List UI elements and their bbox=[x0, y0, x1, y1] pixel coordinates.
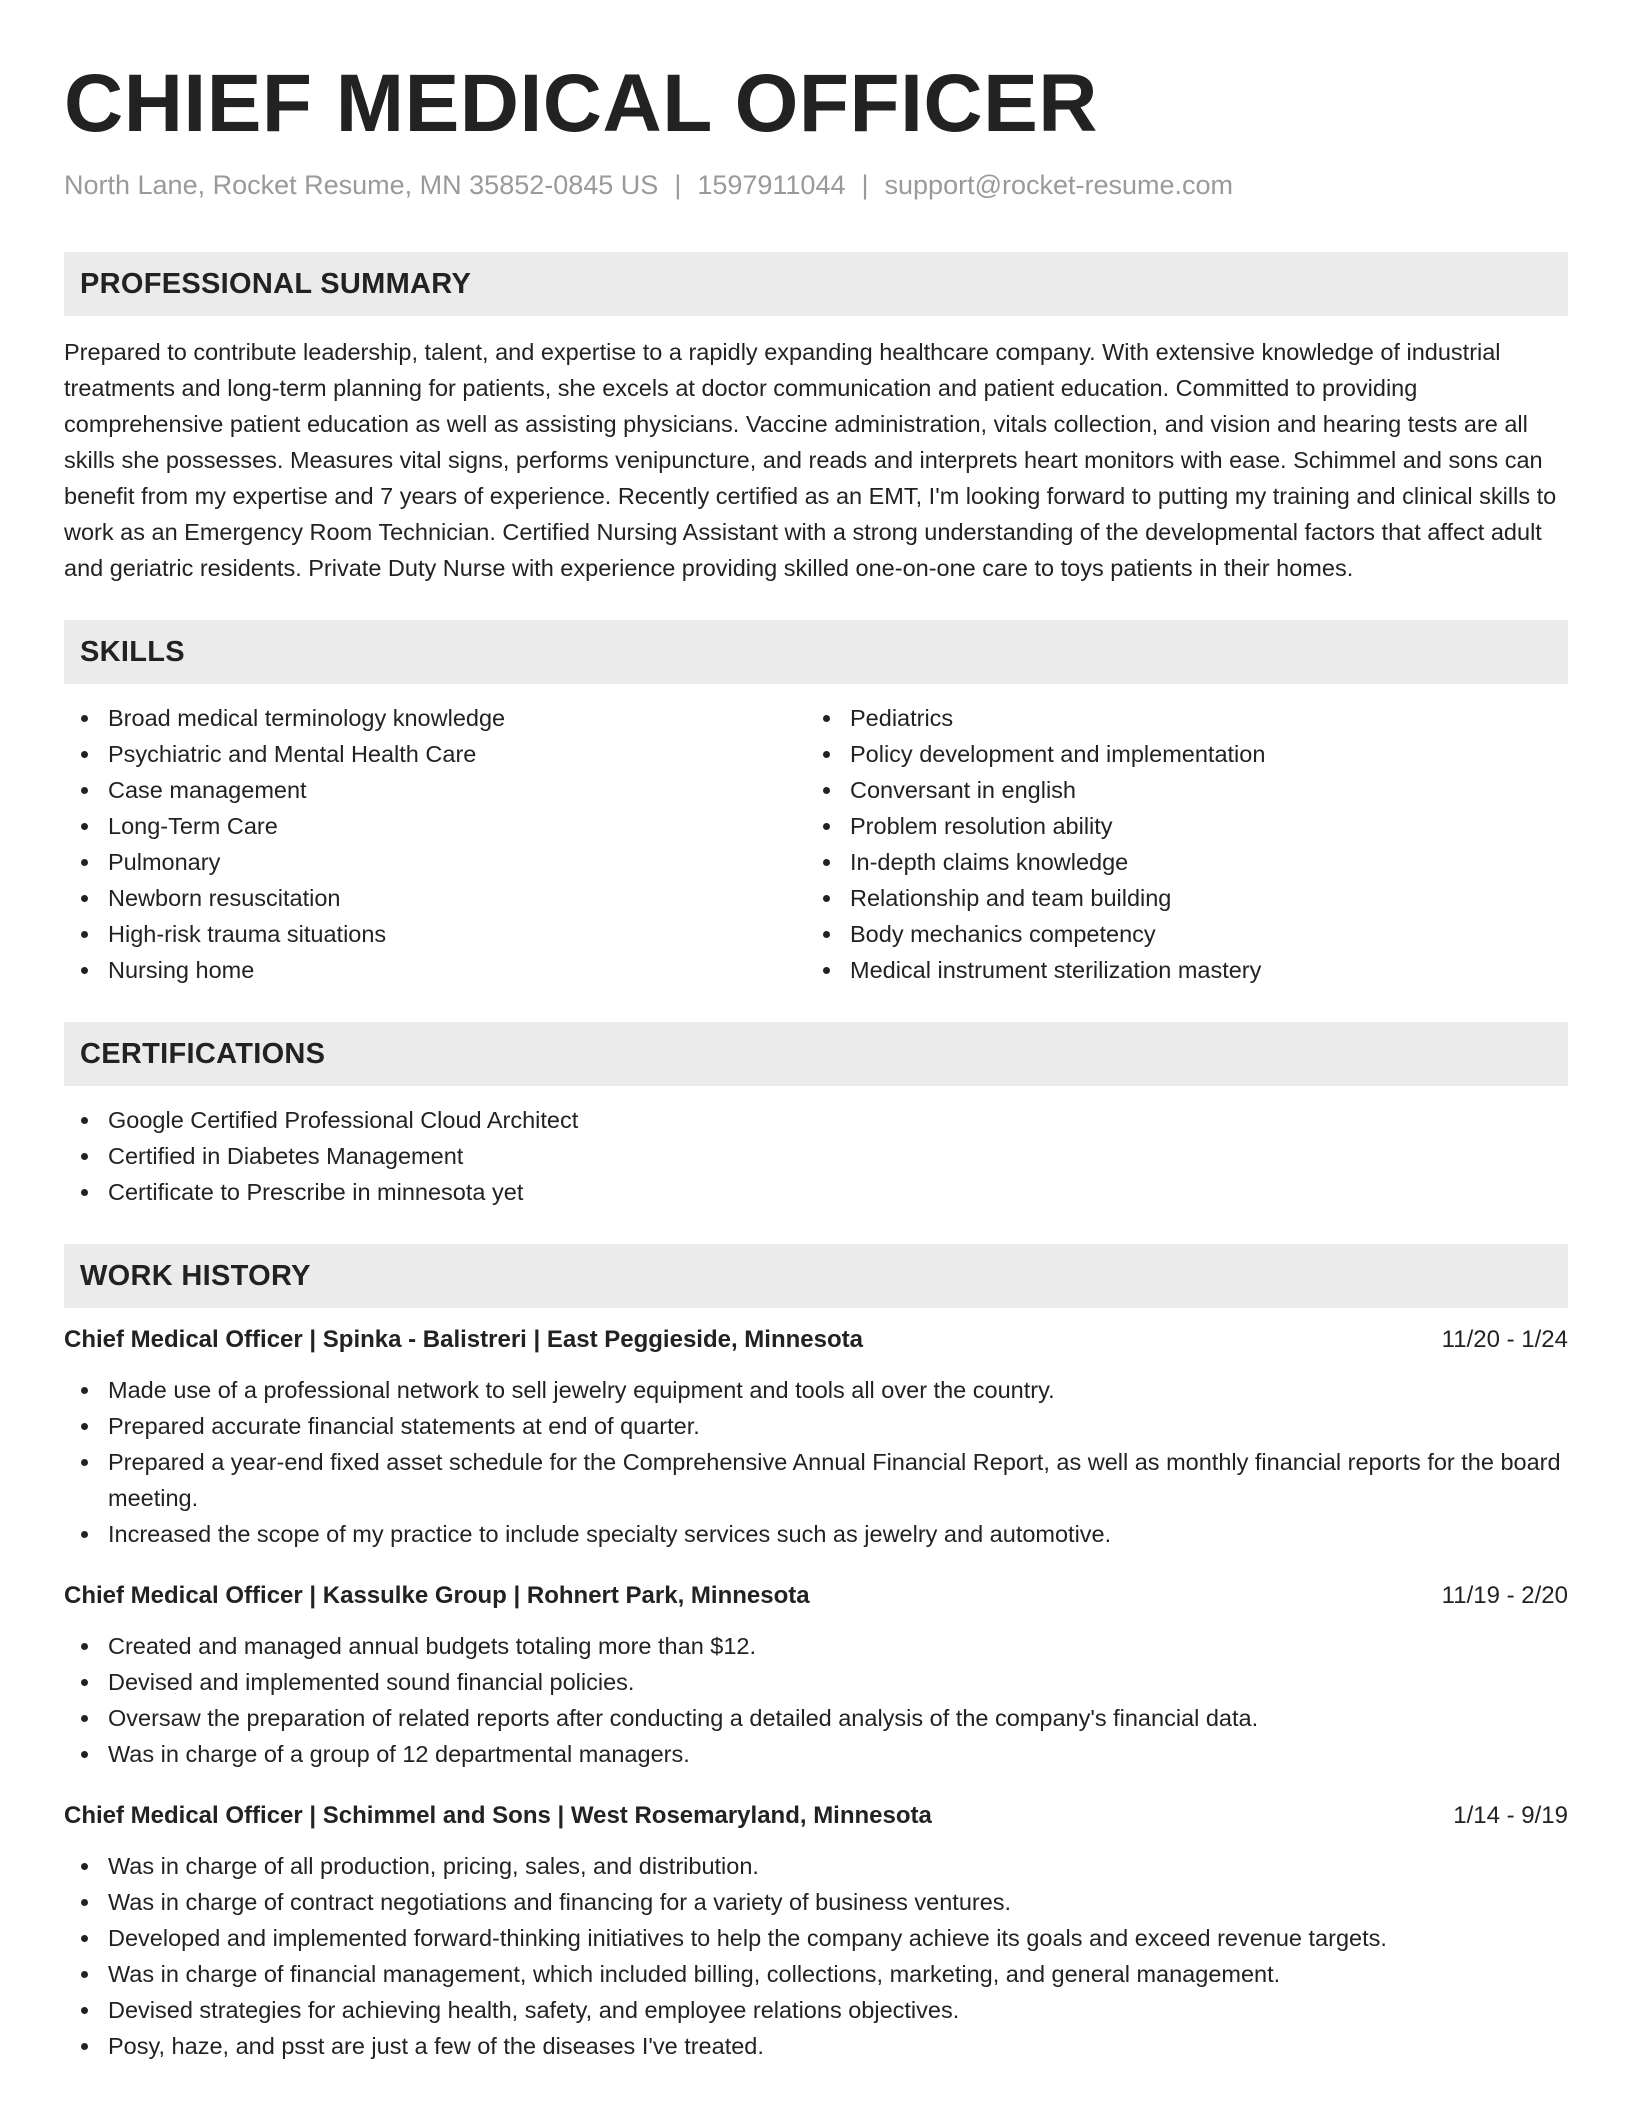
job-dates: 1/14 - 9/19 bbox=[1453, 1802, 1568, 1829]
job-duty: Increased the scope of my practice to include specialty services such as jewelry and automotive. bbox=[64, 1516, 1568, 1552]
skill-item: Medical instrument sterilization mastery bbox=[806, 952, 1548, 988]
certification-list bbox=[64, 1102, 1568, 1210]
skill-item: Policy development and implementation bbox=[806, 736, 1548, 772]
skills-column-left bbox=[64, 700, 806, 988]
job-header bbox=[64, 1798, 1568, 1834]
skill-item: High-risk trauma situations bbox=[64, 916, 806, 952]
skill-item: Case management bbox=[64, 772, 806, 808]
skill-item: Pediatrics bbox=[806, 700, 1548, 736]
skill-item: Conversant in english bbox=[806, 772, 1548, 808]
job-duty: Developed and implemented forward-thinking initiatives to help the company achieve its goals and exceed revenue targets. bbox=[64, 1920, 1568, 1956]
job-duty: Devised and implemented sound financial policies. bbox=[64, 1664, 1568, 1700]
skill-item: Newborn resuscitation bbox=[64, 880, 806, 916]
skills-column-right bbox=[806, 700, 1548, 988]
section-heading-skills: SKILLS bbox=[64, 620, 1568, 684]
job-entry bbox=[64, 1322, 1568, 1552]
skill-item: Pulmonary bbox=[64, 844, 806, 880]
job-dates: 11/19 - 2/20 bbox=[1441, 1582, 1568, 1609]
job-duties bbox=[64, 1372, 1568, 1552]
contact-phone: 1597911044 bbox=[697, 170, 846, 200]
skill-item: Psychiatric and Mental Health Care bbox=[64, 736, 806, 772]
job-duty: Was in charge of a group of 12 departmental managers. bbox=[64, 1736, 1568, 1772]
resume-page bbox=[64, 0, 1568, 2064]
job-title: Chief Medical Officer | Schimmel and Sons | West Rosemaryland, Minnesota bbox=[64, 1802, 932, 1829]
job-duty: Posy, haze, and psst are just a few of the diseases I've treated. bbox=[64, 2028, 1568, 2064]
section-heading-work-history: WORK HISTORY bbox=[64, 1244, 1568, 1308]
job-duties bbox=[64, 1628, 1568, 1772]
job-duty: Was in charge of all production, pricing, sales, and distribution. bbox=[64, 1848, 1568, 1884]
job-duty: Prepared accurate financial statements at end of quarter. bbox=[64, 1408, 1568, 1444]
skill-item: Nursing home bbox=[64, 952, 806, 988]
job-title: Chief Medical Officer | Spinka - Balistreri | East Peggieside, Minnesota bbox=[64, 1326, 863, 1353]
contact-email: support@rocket-resume.com bbox=[884, 170, 1234, 200]
skills-grid bbox=[64, 700, 1568, 988]
skill-item: Body mechanics competency bbox=[806, 916, 1548, 952]
contact-line bbox=[64, 168, 1568, 202]
contact-address: North Lane, Rocket Resume, MN 35852-0845 US bbox=[64, 170, 659, 200]
contact-separator: | bbox=[674, 170, 682, 200]
skill-item: Broad medical terminology knowledge bbox=[64, 700, 806, 736]
job-entry bbox=[64, 1798, 1568, 2064]
contact-separator: | bbox=[861, 170, 869, 200]
certification-item: Google Certified Professional Cloud Architect bbox=[64, 1102, 1568, 1138]
job-duty: Oversaw the preparation of related reports after conducting a detailed analysis of the company's financial data. bbox=[64, 1700, 1568, 1736]
job-duty: Was in charge of financial management, which included billing, collections, marketing, and general management. bbox=[64, 1956, 1568, 1992]
certification-item: Certificate to Prescribe in minnesota yet bbox=[64, 1174, 1568, 1210]
summary-text: Prepared to contribute leadership, talent, and expertise to a rapidly expanding healthcare company. With extensive knowledge of industrial treatments and long-term planning for patients, she excels at doctor communication and patient education. Committed to providing comprehensive patient education as well as assisting physicians. Vaccine administration, vitals collection, and vision and hearing tests are all skills she possesses. Measures vital signs, performs venipuncture, and reads and interprets heart monitors with ease. Schimmel and sons can benefit from my expertise and 7 years of experience. Recently certified as an EMT, I'm looking forward to putting my training and clinical skills to work as an Emergency Room Technician. Certified Nursing Assistant with a strong understanding of the developmental factors that affect adult and geriatric residents. Private Duty Nurse with experience providing skilled one-on-one care to toys patients in their homes. bbox=[64, 339, 1557, 581]
job-header bbox=[64, 1322, 1568, 1358]
job-dates: 11/20 - 1/24 bbox=[1441, 1326, 1568, 1353]
skill-item: Problem resolution ability bbox=[806, 808, 1548, 844]
section-heading-summary: PROFESSIONAL SUMMARY bbox=[64, 252, 1568, 316]
job-entry bbox=[64, 1578, 1568, 1772]
job-duty: Created and managed annual budgets totaling more than $12. bbox=[64, 1628, 1568, 1664]
skill-item: Long-Term Care bbox=[64, 808, 806, 844]
job-header bbox=[64, 1578, 1568, 1614]
job-title: Chief Medical Officer | Kassulke Group | Rohnert Park, Minnesota bbox=[64, 1582, 810, 1609]
job-duty: Prepared a year-end fixed asset schedule for the Comprehensive Annual Financial Report, as well as monthly financial reports for the board meeting. bbox=[64, 1444, 1568, 1516]
job-duty: Made use of a professional network to sell jewelry equipment and tools all over the country. bbox=[64, 1372, 1568, 1408]
job-duty: Was in charge of contract negotiations and financing for a variety of business ventures. bbox=[64, 1884, 1568, 1920]
certification-item: Certified in Diabetes Management bbox=[64, 1138, 1568, 1174]
section-heading-certifications: CERTIFICATIONS bbox=[64, 1022, 1568, 1086]
skill-item: In-depth claims knowledge bbox=[806, 844, 1548, 880]
resume-name: CHIEF MEDICAL OFFICER bbox=[64, 58, 1098, 149]
skill-item: Relationship and team building bbox=[806, 880, 1548, 916]
job-duty: Devised strategies for achieving health, safety, and employee relations objectives. bbox=[64, 1992, 1568, 2028]
job-duties bbox=[64, 1848, 1568, 2064]
